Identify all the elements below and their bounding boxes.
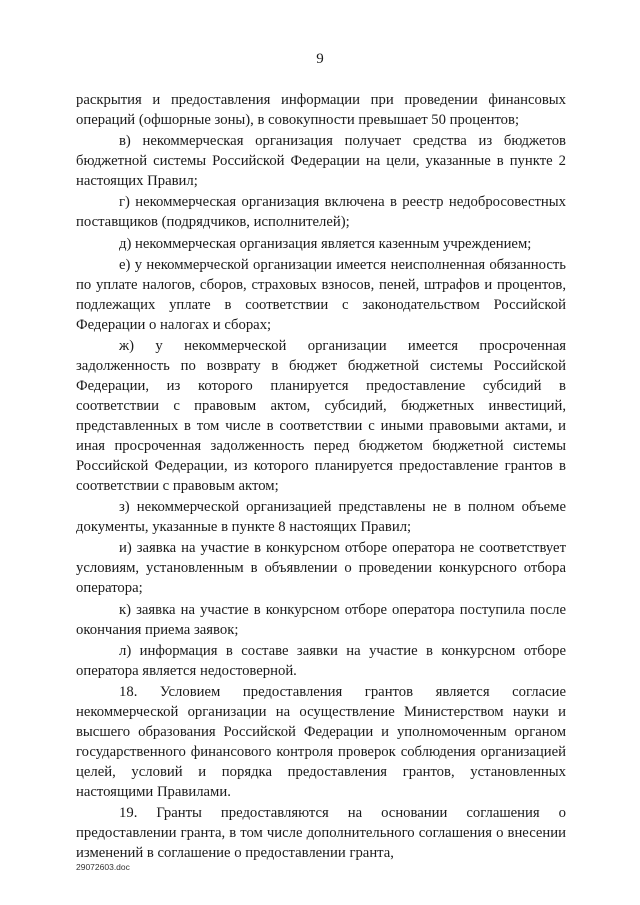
paragraph-item-i: и) заявка на участие в конкурсном отборе оператора не соответствует условиям, установленным в объявлении о проведении конкурсного отбора оператора; <box>76 540 566 597</box>
paragraph-item-l: л) информация в составе заявки на участие в конкурсном отборе оператора является недостоверной. <box>76 642 566 679</box>
paragraph-section-19: 19. Гранты предоставляются на основании соглашения о предоставлении гранта, в том числе дополнительного соглашения о внесении изменений в соглашение о предоставлении гранта, <box>76 805 566 862</box>
paragraph-item-g: г) некоммерческая организация включена в реестр недобросовестных поставщиков (подрядчиков, исполнителей); <box>76 194 566 231</box>
paragraph-section-18: 18. Условием предоставления грантов является согласие некоммерческой организации на осуществление Министерством науки и высшего образования Российской Федерации и уполномоченным органом государственного финансового контроля проверок соблюдения организацией целей, условий и порядка предоставления грантов, установленных настоящими Правилами. <box>76 683 566 800</box>
paragraph-item-k: к) заявка на участие в конкурсном отборе оператора поступила после окончания приема заявок; <box>76 601 566 638</box>
document-file-code: 29072603.doc <box>76 862 130 872</box>
paragraph-continuation: раскрытия и предоставления информации при проведении финансовых операций (офшорные зоны), в совокупности превышает 50 процентов; <box>76 92 566 128</box>
paragraph-item-v: в) некоммерческая организация получает средства из бюджетов бюджетной системы Российской Федерации на цели, указанные в пункте 2 настоящих Правил; <box>76 133 566 190</box>
paragraph-item-d: д) некоммерческая организация является казенным учреждением; <box>119 235 532 252</box>
paragraph-item-e: е) у некоммерческой организации имеется неисполненная обязанность по уплате налогов, сборов, страховых взносов, пеней, штрафов и процентов, подлежащих уплате в соответствии с законодательством Российской Федерации о налогах и сборах; <box>76 256 566 333</box>
paragraph-item-z: з) некоммерческой организацией представлены не в полном объеме документы, указанные в пункте 8 настоящих Правил; <box>76 499 566 536</box>
document-body <box>76 90 566 864</box>
paragraph-item-zh: ж) у некоммерческой организации имеется просроченная задолженность по возврату в бюджет бюджетной системы Российской Федерации, из которого планируется предоставление субсидий в соответствии с правовым актом, субсидий, бюджетных инвестиций, представленных в том числе в соответствии с иными правовыми актами, и иная просроченная задолженность перед бюджетом бюджетной системы Российской Федерации, из которого планируется предоставление грантов в соответствии с правовым актом; <box>76 337 566 494</box>
page-number: 9 <box>316 51 324 67</box>
